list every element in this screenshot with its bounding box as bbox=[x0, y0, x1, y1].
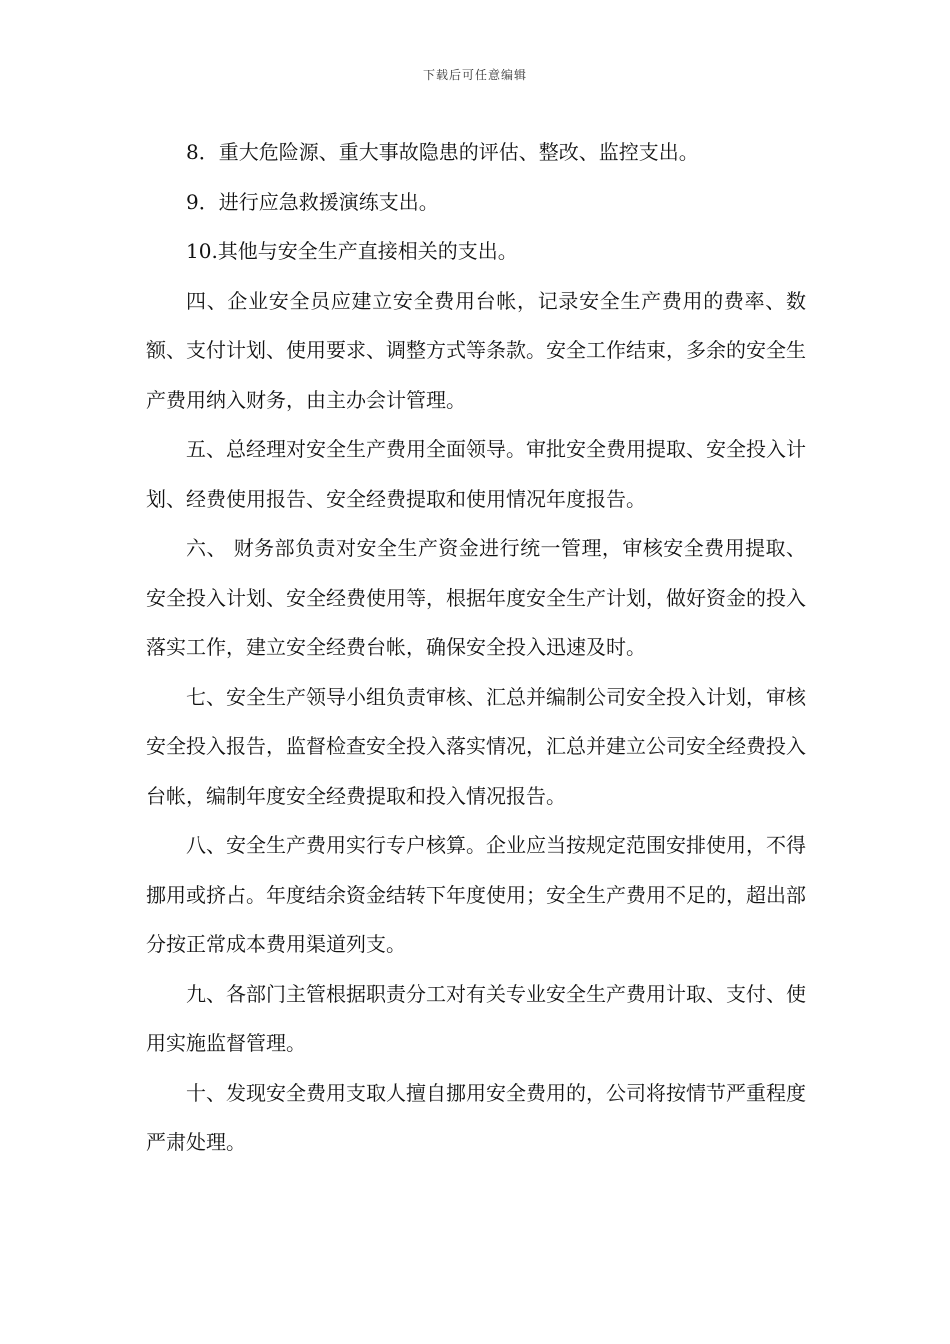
page-header: 下载后可任意编辑 bbox=[422, 68, 527, 82]
paragraph-item-10: 10.其他与安全生产直接相关的支出。 bbox=[186, 239, 518, 263]
document-body bbox=[146, 128, 806, 1168]
paragraph-section-6: 六、 财务部负责对安全生产资金进行统一管理，审核安全费用提取、安全投入计划、安全经费使用等，根据年度安全生产计划，做好资金的投入落实工作，建立安全经费台帐，确保安全投入迅速及时。 bbox=[146, 536, 806, 659]
paragraph-section-8: 八、安全生产费用实行专户核算。企业应当按规定范围安排使用，不得挪用或挤占。年度结余资金结转下年度使用；安全生产费用不足的，超出部分按正常成本费用渠道列支。 bbox=[146, 833, 806, 956]
paragraph-section-7: 七、安全生产领导小组负责审核、汇总并编制公司安全投入计划，审核安全投入报告，监督检查安全投入落实情况，汇总并建立公司安全经费投入台帐，编制年度安全经费提取和投入情况报告。 bbox=[146, 684, 806, 808]
paragraph-item-8: 8．重大危险源、重大事故隐患的评估、整改、监控支出。 bbox=[186, 140, 699, 164]
paragraph-section-4: 四、企业安全员应建立安全费用台帐，记录安全生产费用的费率、数额、支付计划、使用要求、调整方式等条款。安全工作结束，多余的安全生产费用纳入财务，由主办会计管理。 bbox=[146, 288, 806, 412]
paragraph-section-9: 九、各部门主管根据职责分工对有关专业安全生产费用计取、支付、使用实施监督管理。 bbox=[146, 981, 806, 1055]
paragraph-section-5: 五、总经理对安全生产费用全面领导。审批安全费用提取、安全投入计划、经费使用报告、安全经费提取和使用情况年度报告。 bbox=[146, 437, 806, 511]
paragraph-section-10: 十、发现安全费用支取人擅自挪用安全费用的，公司将按情节严重程度严肃处理。 bbox=[146, 1080, 806, 1154]
paragraph-item-9: 9．进行应急救援演练支出。 bbox=[186, 189, 439, 214]
